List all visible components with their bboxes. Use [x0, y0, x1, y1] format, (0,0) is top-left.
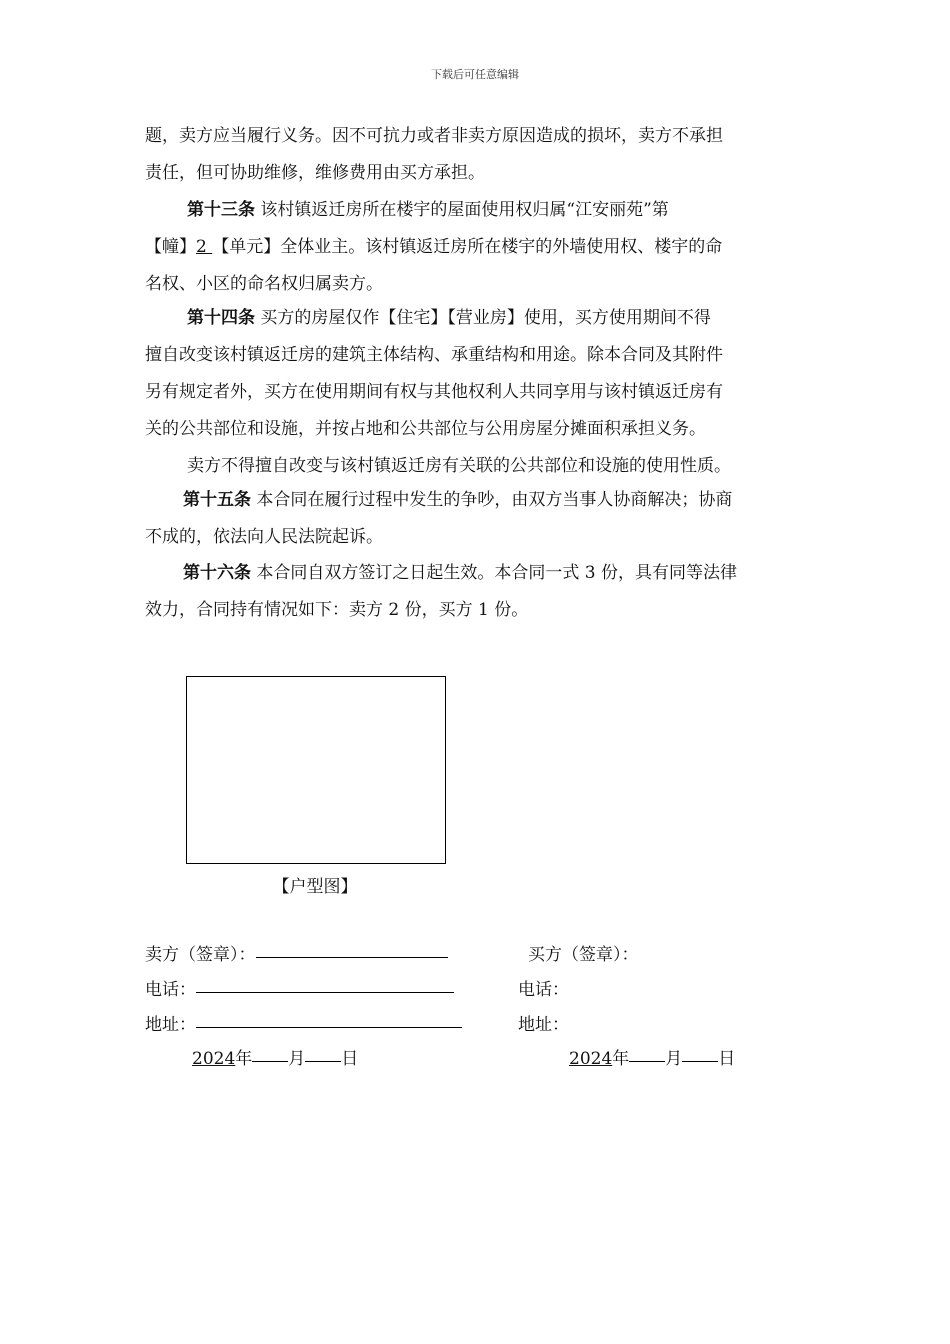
article-13 — [145, 192, 810, 303]
buyer-phone-label: 电话： — [518, 980, 569, 1000]
seller-signature-row — [145, 940, 448, 965]
text-line: 擅自改变该村镇返迁房的建筑主体结构、承重结构和用途。除本合同及其附件 — [145, 345, 723, 365]
text-line — [145, 482, 810, 519]
seller-month-blank[interactable] — [252, 1060, 288, 1062]
month-label: 月 — [665, 1049, 683, 1069]
seller-label: 卖方（签章）： — [145, 945, 256, 965]
article-title: 第十五条 — [183, 490, 251, 510]
article-text: 该村镇返迁房所在楼宇的屋面使用权归属“江安丽苑”第 — [255, 200, 669, 220]
seller-address-row — [145, 1010, 462, 1035]
buyer-day-blank[interactable] — [682, 1060, 718, 1062]
text-line: 责任，但可协助维修，维修费用由买方承担。 — [145, 163, 485, 183]
buyer-month-blank[interactable] — [629, 1060, 665, 1062]
article-title: 第十三条 — [187, 200, 255, 220]
text-line: 卖方不得擅自改变与该村镇返迁房有关联的公共部位和设施的使用性质。 — [187, 456, 731, 476]
building-number: 2 — [196, 237, 213, 257]
text-line: 关的公共部位和设施，并按占地和公共部位与公用房屋分摊面积承担义务。 — [145, 419, 706, 439]
buyer-date-row — [569, 1044, 735, 1069]
year-suffix: 年 — [612, 1049, 630, 1069]
buyer-address-label: 地址： — [518, 1015, 569, 1035]
text-line — [145, 229, 810, 266]
seller-signature-line[interactable] — [256, 956, 448, 958]
floor-plan-caption: 【户型图】 — [272, 877, 358, 897]
article-title: 第十六条 — [183, 563, 251, 583]
buyer-signature-row — [528, 940, 639, 965]
article-14 — [145, 300, 810, 485]
text-line: 名权、小区的命名权归属卖方。 — [145, 274, 383, 294]
paragraph-continuation — [145, 118, 810, 192]
seller-phone-line[interactable] — [196, 991, 454, 993]
text-line: 题，卖方应当履行义务。因不可抗力或者非卖方原因造成的损坏，卖方不承担 — [145, 126, 723, 146]
buyer-address-row — [518, 1010, 569, 1035]
text-line: 不成的，依法向人民法院起诉。 — [145, 527, 383, 547]
article-16 — [145, 555, 810, 629]
seller-address-line[interactable] — [196, 1026, 462, 1028]
seller-day-blank[interactable] — [305, 1060, 341, 1062]
buyer-label: 买方（签章）： — [528, 945, 639, 965]
seller-date-row — [192, 1044, 358, 1069]
floor-plan-box — [186, 676, 446, 864]
article-title: 第十四条 — [187, 308, 255, 328]
seller-phone-row — [145, 975, 454, 1000]
seller-date-year: 2024 — [192, 1049, 236, 1069]
article-text: 【单元】全体业主。该村镇返迁房所在楼宇的外墙使用权、楼宇的命 — [212, 237, 723, 257]
text-line — [145, 555, 810, 592]
month-label: 月 — [288, 1049, 306, 1069]
page-header: 下载后可任意编辑 — [431, 68, 519, 81]
text-line: 效力，合同持有情况如下：卖方 2 份，买方 1 份。 — [145, 600, 529, 620]
buyer-date-year: 2024 — [569, 1049, 613, 1069]
article-15 — [145, 482, 810, 556]
text-line — [145, 300, 810, 337]
seller-phone-label: 电话： — [145, 980, 196, 1000]
article-text: 买方的房屋仅作【住宅】【营业房】使用，买方使用期间不得 — [255, 308, 711, 328]
day-label: 日 — [718, 1049, 736, 1069]
year-suffix: 年 — [235, 1049, 253, 1069]
text-line: 另有规定者外，买方在使用期间有权与其他权利人共同享用与该村镇返迁房有 — [145, 382, 723, 402]
buyer-phone-row — [518, 975, 569, 1000]
article-text: 本合同在履行过程中发生的争吵，由双方当事人协商解决；协商 — [251, 490, 733, 510]
article-text: 【幢】 — [145, 237, 196, 257]
seller-address-label: 地址： — [145, 1015, 196, 1035]
article-text: 本合同自双方签订之日起生效。本合同一式 3 份，具有同等法律 — [251, 563, 738, 583]
text-line — [145, 192, 810, 229]
day-label: 日 — [341, 1049, 359, 1069]
